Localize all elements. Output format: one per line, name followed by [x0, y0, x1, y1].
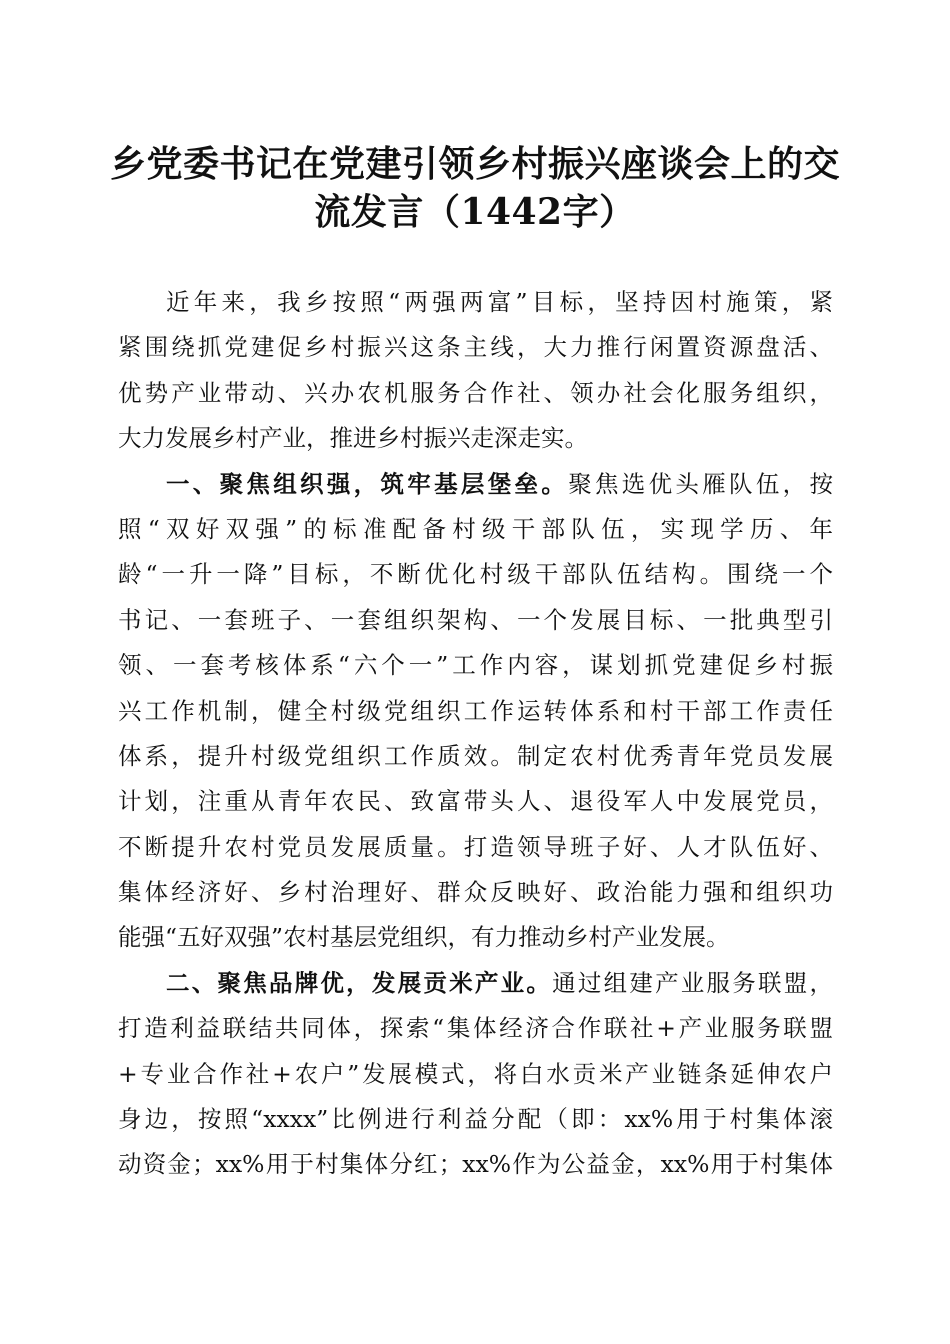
section1-first-line	[118, 462, 833, 507]
document-title-line-1: 乡党委书记在党建引领乡村振兴座谈会上的交	[109, 143, 840, 185]
section1-line: 龄“一升一降”目标，不断优化村级干部队伍结构。围绕一个	[118, 560, 833, 589]
section1-first-line-text: 聚焦选优头雁队伍，按	[568, 469, 833, 498]
intro-line: 紧围绕抓党建促乡村振兴这条主线，大力推行闲置资源盘活、	[118, 333, 833, 362]
intro-line: 优势产业带动、兴办农机服务合作社、领办社会化服务组织，	[118, 378, 833, 407]
section2-line: +专业合作社+农户”发展模式，将白水贡米产业链条延伸农户	[118, 1059, 833, 1088]
section2-first-line	[118, 961, 833, 1006]
section1-line: 能强“五好双强”农村基层党组织，有力推动乡村产业发展。	[118, 923, 730, 952]
section1-line: 体系，提升村级党组织工作质效。制定农村优秀青年党员发展	[118, 741, 833, 770]
section1-line: 计划，注重从青年农民、致富带头人、退役军人中发展党员，	[118, 787, 833, 816]
intro-line: 大力发展乡村产业，推进乡村振兴走深走实。	[118, 424, 588, 453]
section2-line: 打造利益联结共同体，探索“集体经济合作联社+产业服务联盟	[118, 1014, 833, 1043]
section1-line: 书记、一套班子、一套组织架构、一个发展目标、一批典型引	[118, 605, 833, 634]
section2-heading: 二、聚焦品牌优，发展贡米产业。	[166, 968, 553, 997]
section1-heading: 一、聚焦组织强，筑牢基层堡垒。	[166, 469, 569, 498]
section2-first-line-text: 通过组建产业服务联盟，	[552, 968, 834, 997]
section1-line: 照“双好双强”的标准配备村级干部队伍，实现学历、年	[118, 514, 833, 543]
document-body	[118, 280, 833, 1188]
section1-line: 领、一套考核体系“六个一”工作内容，谋划抓党建促乡村振	[118, 651, 833, 680]
section2-line: 身边，按照“xxxx”比例进行利益分配（即：xx%用于村集体滚	[118, 1105, 833, 1134]
intro-line: 近年来，我乡按照“两强两富”目标，坚持因村施策，紧	[166, 288, 833, 316]
section1-line: 不断提升农村党员发展质量。打造领导班子好、人才队伍好、	[118, 832, 833, 861]
section1-line: 兴工作机制，健全村级党组织工作运转体系和村干部工作责任	[118, 696, 833, 725]
document-title-line-2: 流发言（1442字）	[314, 191, 636, 233]
section1-line: 集体经济好、乡村治理好、群众反映好、政治能力强和组织功	[118, 878, 833, 907]
section2-line: 动资金；xx%用于村集体分红；xx%作为公益金，xx%用于村集体	[118, 1150, 833, 1179]
